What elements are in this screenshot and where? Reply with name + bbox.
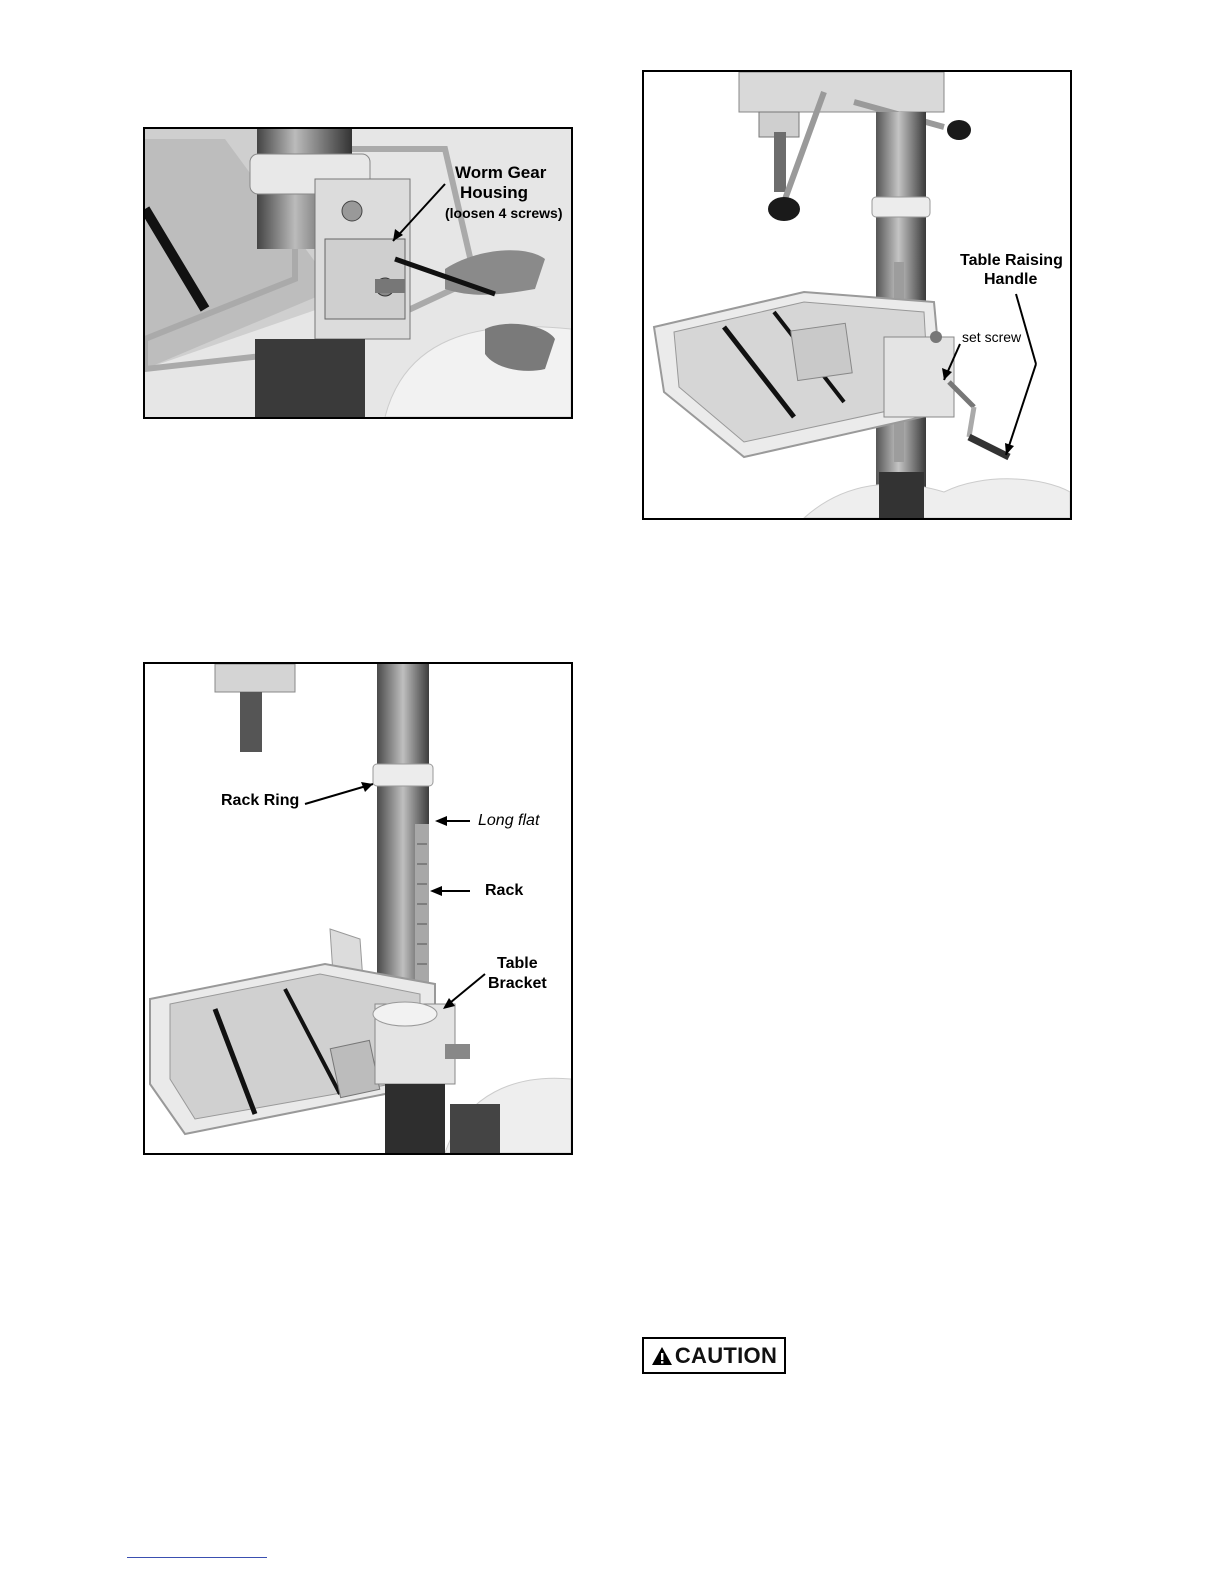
label-housing: Housing: [460, 183, 528, 202]
caution-badge: [642, 1337, 786, 1374]
label-table: Table: [497, 955, 538, 972]
label-bracket: Bracket: [488, 975, 547, 992]
rack-assembly-photo: [145, 664, 571, 1153]
label-table-raising: Table Raising: [960, 252, 1063, 269]
label-rack-ring: Rack Ring: [221, 792, 300, 809]
warning-triangle-icon: [651, 1346, 673, 1366]
figure-rack-assembly: [143, 662, 573, 1155]
figure-table-raising-handle: [642, 70, 1072, 520]
figure-worm-gear-housing: [143, 127, 573, 419]
label-loosen-screws: (loosen 4 screws): [445, 205, 563, 221]
label-handle: Handle: [984, 271, 1038, 288]
label-long-flat: Long flat: [478, 812, 540, 829]
footnote-rule: [127, 1557, 267, 1558]
label-worm-gear: Worm Gear: [455, 163, 547, 182]
caution-label: CAUTION: [674, 1342, 778, 1368]
label-set-screw: set screw: [962, 329, 1022, 345]
table-raising-photo: [644, 72, 1070, 518]
label-rack: Rack: [485, 882, 524, 899]
